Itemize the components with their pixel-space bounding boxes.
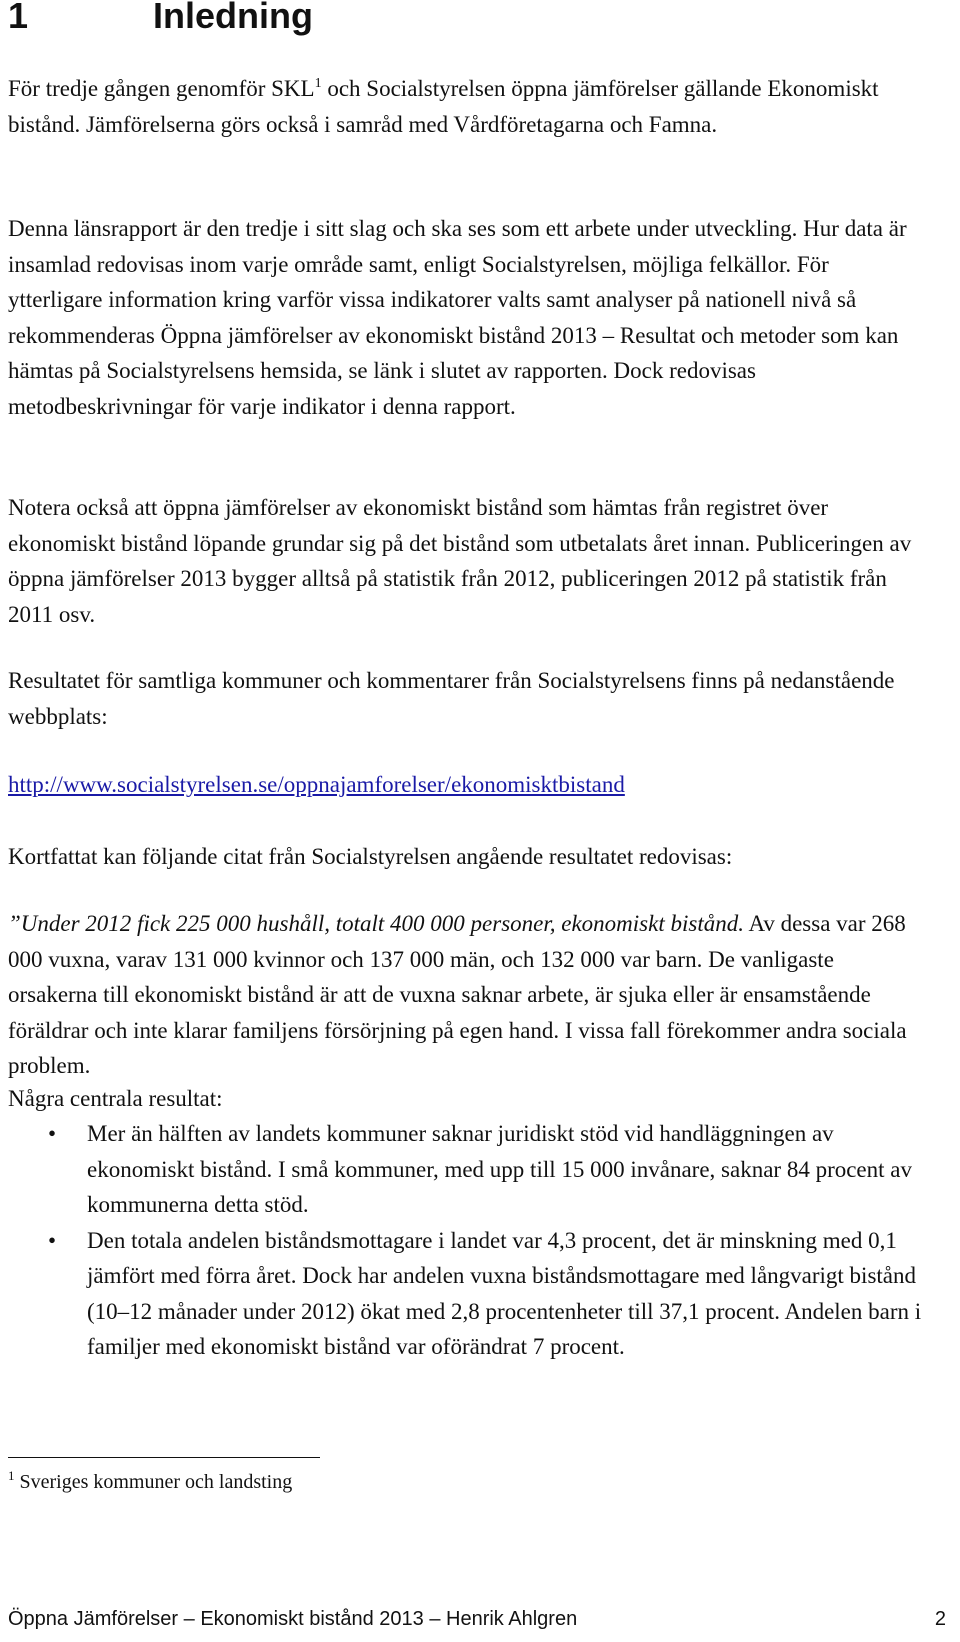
footnote-text: Sveriges kommuner och landsting [14,1471,293,1493]
results-list [8,1116,928,1365]
intro-text-start: För tredje gången genomför SKL [8,76,315,101]
page-number: 2 [934,1608,946,1630]
section-heading [8,0,313,38]
section-title: Inledning [153,0,313,36]
footer-title: Öppna Jämförelser – Ekonomiskt bistånd 2013 – Henrik Ahlgren [8,1608,578,1630]
list-item [8,1116,928,1223]
section-number: 1 [8,0,29,36]
quote-paragraph [8,906,928,1084]
list-item-text: Mer än hälften av landets kommuner saknar juridiskt stöd vid handläggningen av ekonomiskt bistånd. I små kommuner, med upp till 15 000 invånare, saknar 84 procent av kommunerna detta stöd. [87,1121,912,1217]
footnote-reference: 1 [314,76,322,91]
footnote [8,1467,292,1497]
bullet-icon: • [48,1227,57,1253]
footnote-divider [8,1457,320,1458]
link-paragraph [8,767,928,803]
list-item-text: Den totala andelen biståndsmottagare i landet var 4,3 procent, det är minskning med 0,1 jämfört med förra året. Dock har andelen vuxna biståndsmottagare med långvarigt bistånd (10–12 månader under 2012) ökat med 2,8 procentenheter till 37,1 procent. Andelen barn i familjer med ekonomiskt bistånd var oförändrat 7 procent. [87,1227,922,1359]
list-item [8,1223,928,1365]
quote-text: Av dessa var 268 000 vuxna, varav 131 000 kvinnor och 137 000 män, och 132 000 var barn. De vanligaste orsakerna till ekonomiskt bistånd är att de vuxna saknar arbete, är sjuka eller är ensamstående föräldrar och inte klarar familjens försörjning på egen hand. I vissa fall förekommer andra sociala problem. [8,911,907,1078]
quote-intro-paragraph: Kortfattat kan följande citat från Socialstyrelsen angående resultatet redovisas: [8,844,733,869]
registry-note-paragraph: Notera också att öppna jämförelser av ekonomiskt bistånd som hämtas från registret över ekonomiskt bistånd löpande grundar sig på det bistånd som utbetalats året innan. Publiceringen av öppna jämförelser 2013 bygger alltså på statistik från 2012, publiceringen 2012 på statistik från 2011 osv. [8,495,912,627]
bullet-icon: • [48,1121,57,1146]
intro-paragraph [8,71,928,142]
intro-text-end: och Socialstyrelsen öppna jämförelser gällande Ekonomiskt bistånd. Jämförelserna görs också i samråd med Vårdföretagarna och Famna. [8,76,879,137]
footnote-number: 1 [8,1468,15,1483]
results-intro: Några centrala resultat: [8,1086,223,1111]
socialstyrelsen-link[interactable]: http://www.socialstyrelsen.se/oppnajamforelser/ekonomisktbistand [8,772,625,797]
quote-italic-text: ”Under 2012 fick 225 000 hushåll, totalt 400 000 personer, ekonomiskt bistånd. [8,911,744,936]
page-footer [8,1604,946,1634]
website-paragraph: Resultatet för samtliga kommuner och kommentarer från Socialstyrelsens finns på nedanstående webbplats: [8,668,895,729]
report-description-paragraph: Denna länsrapport är den tredje i sitt slag och ska ses som ett arbete under utveckling. Hur data är insamlad redovisas inom varje område samt, enligt Socialstyrelsen, möjliga felkällor. För ytterligare information kring varför vissa indikatorer valts samt analyser på nationell nivå så rekommenderas Öppna jämförelser av ekonomiskt bistånd 2013 – Resultat och metoder som kan hämtas på Socialstyrelsens hemsida, se länk i slutet av rapporten. Dock redovisas metodbeskrivningar för varje indikator i denna rapport. [8,216,907,419]
